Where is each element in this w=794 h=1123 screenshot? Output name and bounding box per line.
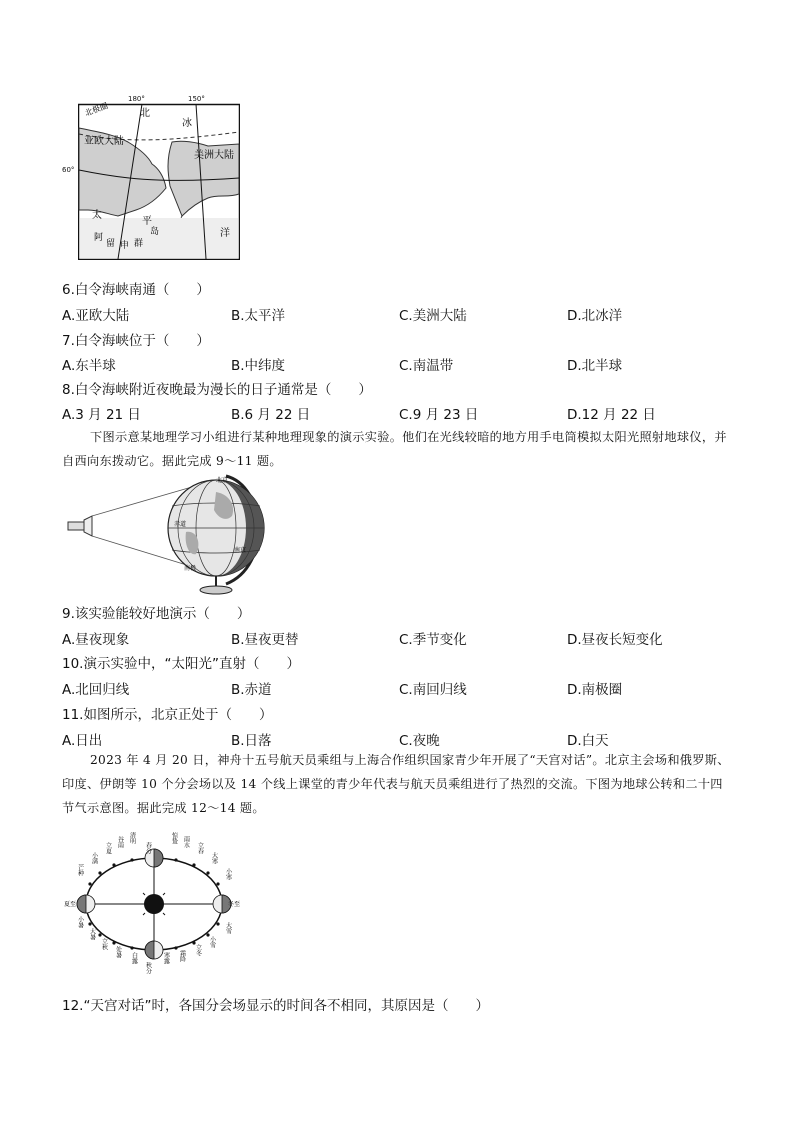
question-number: 12. xyxy=(62,998,84,1014)
label-winter-solstice: 冬至 xyxy=(228,901,241,908)
term-lidong: 立冬 xyxy=(194,944,202,956)
q11-option-b: B.日落 xyxy=(231,733,272,749)
intro-paragraph-12-14: 2023 年 4 月 20 日，神舟十五号航天员乘组与上海合作组织国家青少年开展了“天宫对话”。北京主会场和俄罗斯、印度、伊朗等 10 个分会场以及 14 个线上课堂的青少年代表与航天员乘组进行了热烈的交流。下图为地球公转和二十四节气示意图。据此完成 12～14 题。 xyxy=(62,753,730,815)
term-xiaoman: 小满 xyxy=(90,852,98,864)
q9-option-d: D.昼夜长短变化 xyxy=(567,632,663,648)
aleutian-label-3: 申 xyxy=(120,241,130,251)
term-lichun: 立春 xyxy=(196,842,204,854)
aleutian-label-4: 群 xyxy=(134,239,144,249)
q8-option-d: D.12 月 22 日 xyxy=(567,407,656,423)
question-stem: 白令海峡南通（ ） xyxy=(74,282,210,298)
globe-label-beijing: 北京 xyxy=(216,477,229,484)
term-chushu: 处暑 xyxy=(114,946,122,958)
aleutian-label-1: 阿 xyxy=(94,233,104,243)
aleutian-label-2: 留 xyxy=(106,239,116,249)
pacific-tai-label: 太 xyxy=(92,210,102,221)
term-xiaoshu: 小暑 xyxy=(76,916,84,928)
question-6 xyxy=(62,278,210,298)
q11-option-d: D.白天 xyxy=(567,733,609,749)
arctic-circle-label: 北极圈 xyxy=(83,101,110,118)
q8-option-a: A.3 月 21 日 xyxy=(62,407,141,423)
q7-option-b: B.中纬度 xyxy=(231,358,286,374)
term-yushui: 雨水 xyxy=(182,836,190,848)
island-label: 岛 xyxy=(150,227,160,237)
question-number: 7. xyxy=(62,333,75,349)
label-summer-solstice: 夏至 xyxy=(64,901,77,908)
bering-strait-map xyxy=(62,95,240,260)
q8-option-c: C.9 月 23 日 xyxy=(399,407,479,423)
term-liqiu: 立秋 xyxy=(100,938,108,950)
intro-paragraph-9-11: 下图示意某地理学习小组进行某种地理现象的演示实验。他们在光线较暗的地方用手电筒模拟太阳光照射地球仪，并自西向东拨动它。据此完成 9～11 题。 xyxy=(62,430,727,468)
term-bailu: 白露 xyxy=(130,952,138,964)
q7-option-d: D.北半球 xyxy=(567,358,623,374)
ice-label: 冰 xyxy=(182,118,192,129)
question-9 xyxy=(62,602,250,622)
term-dahan: 大寒 xyxy=(210,852,218,864)
solar-terms-figure xyxy=(62,828,242,978)
term-jingzhe: 惊蛰 xyxy=(170,832,178,844)
pacific-yang-label: 洋 xyxy=(220,228,230,239)
label-autumn-equinox: 秋分 xyxy=(144,962,152,974)
q11-option-c: C.夜晚 xyxy=(399,733,440,749)
term-lixia: 立夏 xyxy=(104,842,112,854)
question-12 xyxy=(62,994,489,1014)
q9-option-a: A.昼夜现象 xyxy=(62,632,130,648)
question-number: 8. xyxy=(62,382,75,398)
map-svg xyxy=(78,98,240,260)
q6-option-a: A.亚欧大陆 xyxy=(62,308,130,324)
question-10 xyxy=(62,652,300,672)
lat-label-60: 60° xyxy=(62,166,75,174)
lon-label-150: 150° xyxy=(188,95,205,103)
term-dashu: 大暑 xyxy=(88,928,96,940)
term-guyu: 谷雨 xyxy=(116,836,124,848)
q9-option-b: B.昼夜更替 xyxy=(231,632,299,648)
question-stem: 演示实验中，“太阳光”直射（ ） xyxy=(83,656,300,672)
pacific-ping-label: 平 xyxy=(142,216,152,227)
q7-option-a: A.东半球 xyxy=(62,358,116,374)
question-stem: “天宫对话”时，各国分会场显示的时间各不相同，其原因是（ ） xyxy=(83,998,489,1014)
question-stem: 如图所示，北京正处于（ ） xyxy=(83,707,273,723)
term-hanlu: 寒露 xyxy=(162,952,170,964)
globe-label-nanjing: 南京 xyxy=(234,547,247,554)
north-label: 北 xyxy=(140,108,150,119)
term-xiaohan: 小寒 xyxy=(224,868,232,880)
q10-option-d: D.南极圈 xyxy=(567,682,623,698)
question-number: 6. xyxy=(62,282,75,298)
question-7 xyxy=(62,329,210,349)
solar-terms-svg xyxy=(62,828,242,978)
america-label: 美洲大陆 xyxy=(194,150,234,161)
term-mangzhong: 芒种 xyxy=(76,864,84,876)
q10-option-a: A.北回归线 xyxy=(62,682,130,698)
globe-label-south-pole: 南极 xyxy=(184,565,197,572)
question-number: 10. xyxy=(62,656,84,672)
question-11 xyxy=(62,703,272,723)
question-8 xyxy=(62,378,372,398)
term-shuangjiang: 霜降 xyxy=(178,950,186,962)
q8-option-b: B.6 月 22 日 xyxy=(231,407,311,423)
q6-option-c: C.美洲大陆 xyxy=(399,308,467,324)
globe-svg xyxy=(66,470,276,596)
q6-option-d: D.北冰洋 xyxy=(567,308,623,324)
question-stem: 白令海峡附近夜晚最为漫长的日子通常是（ ） xyxy=(74,382,372,398)
globe-label-equator: 赤道 xyxy=(174,521,187,528)
question-stem: 白令海峡位于（ ） xyxy=(74,333,210,349)
eurasia-label: 亚欧大陆 xyxy=(84,136,124,147)
q9-option-c: C.季节变化 xyxy=(399,632,467,648)
globe-experiment-figure xyxy=(66,470,276,596)
q10-option-c: C.南回归线 xyxy=(399,682,467,698)
term-xiaoxue: 小雪 xyxy=(208,936,216,948)
q7-option-c: C.南温带 xyxy=(399,358,454,374)
question-number: 9. xyxy=(62,606,75,622)
term-daxue: 大雪 xyxy=(224,922,232,934)
q10-option-b: B.赤道 xyxy=(231,682,272,698)
q6-option-b: B.太平洋 xyxy=(231,308,286,324)
question-number: 11. xyxy=(62,707,84,723)
lon-label-180: 180° xyxy=(128,95,145,103)
term-qingming: 清明 xyxy=(128,832,136,844)
question-stem: 该实验能较好地演示（ ） xyxy=(74,606,251,622)
q11-option-a: A.日出 xyxy=(62,733,103,749)
label-spring-equinox: 春分 xyxy=(144,842,152,854)
